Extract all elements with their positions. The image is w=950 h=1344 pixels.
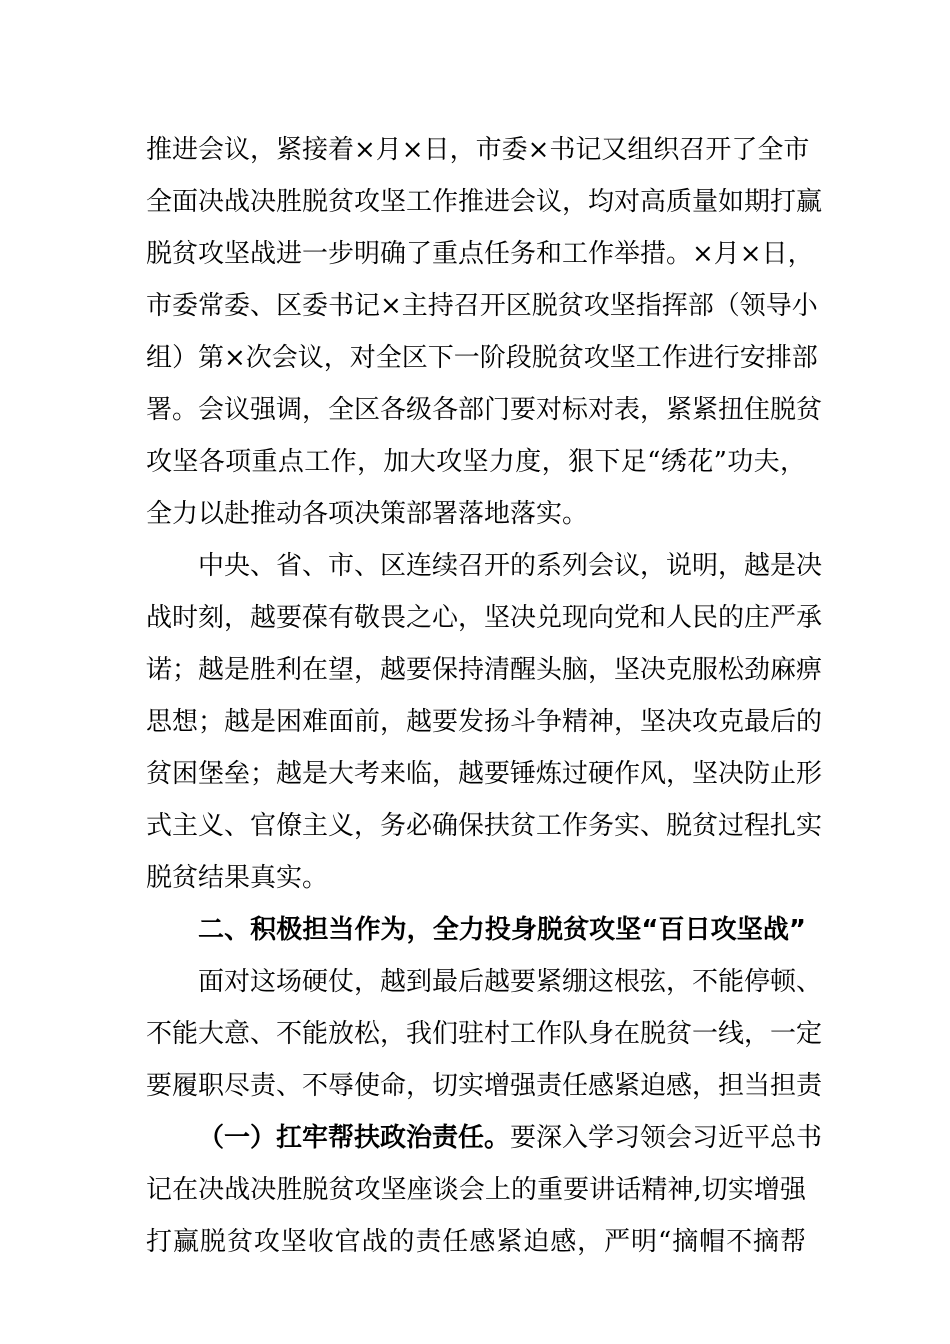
paragraph-2-line-5: 贫困堡垒；越是大考来临，越要锤炼过硬作风，坚决防止形 xyxy=(146,759,823,789)
paragraph-1-line-2: 全面决战决胜脱贫攻坚工作推进会议，均对高质量如期打赢 xyxy=(146,187,823,217)
paragraph-3-line-1: 面对这场硬仗，越到最后越要紧绷这根弦，不能停顿、 xyxy=(198,967,823,997)
paragraph-2-line-3: 诺；越是胜利在望，越要保持清醒头脑，坚决克服松劲麻痹 xyxy=(146,655,823,685)
paragraph-1-line-5: 组）第×次会议，对全区下一阶段脱贫攻坚工作进行安排部 xyxy=(146,343,818,373)
paragraph-1-line-1: 推进会议，紧接着×月×日，市委×书记又组织召开了全市 xyxy=(146,135,810,165)
paragraph-2-line-2: 战时刻，越要葆有敬畏之心，坚决兑现向党和人民的庄严承 xyxy=(146,603,823,633)
paragraph-1-line-6: 署。会议强调，全区各级各部门要对标对表，紧紧扭住脱贫 xyxy=(146,395,823,425)
subsection-1-line-1 xyxy=(198,1116,823,1160)
subsection-1-lead: （一）扛牢帮扶政治责任。 xyxy=(198,1123,511,1153)
paragraph-1-line-4: 市委常委、区委书记×主持召开区脱贫攻坚指挥部（领导小 xyxy=(146,291,818,321)
paragraph-1-line-3: 脱贫攻坚战进一步明确了重点任务和工作举措。×月×日， xyxy=(146,239,814,269)
paragraph-2-line-4: 思想；越是困难面前，越要发扬斗争精神，坚决攻克最后的 xyxy=(146,707,823,737)
paragraph-3-line-3: 要履职尽责、不辱使命，切实增强责任感紧迫感，担当担责 xyxy=(146,1071,823,1101)
section-heading-2: 二、积极担当作为，全力投身脱贫攻坚“百日攻坚战” xyxy=(198,915,806,945)
paragraph-2-line-6: 式主义、官僚主义，务必确保扶贫工作务实、脱贫过程扎实 xyxy=(146,811,823,841)
paragraph-1-line-8: 全力以赴推动各项决策部署落地落实。 xyxy=(146,499,589,529)
paragraph-2-line-7: 脱贫结果真实。 xyxy=(146,863,329,893)
paragraph-3-line-2: 不能大意、不能放松，我们驻村工作队身在脱贫一线，一定 xyxy=(146,1019,823,1049)
subsection-1-line-3: 打赢脱贫攻坚收官战的责任感紧迫感，严明“摘帽不摘帮 xyxy=(146,1227,806,1257)
paragraph-2-line-1: 中央、省、市、区连续召开的系列会议，说明，越是决 xyxy=(198,551,823,581)
subsection-1-line-2: 记在决战决胜脱贫攻坚座谈会上的重要讲话精神,切实增强 xyxy=(146,1175,806,1205)
paragraph-1-line-7: 攻坚各项重点工作，加大攻坚力度，狠下足“绣花”功夫， xyxy=(146,447,806,477)
subsection-1-first-line-rest: 要深入学习领会习近平总书 xyxy=(510,1123,823,1153)
